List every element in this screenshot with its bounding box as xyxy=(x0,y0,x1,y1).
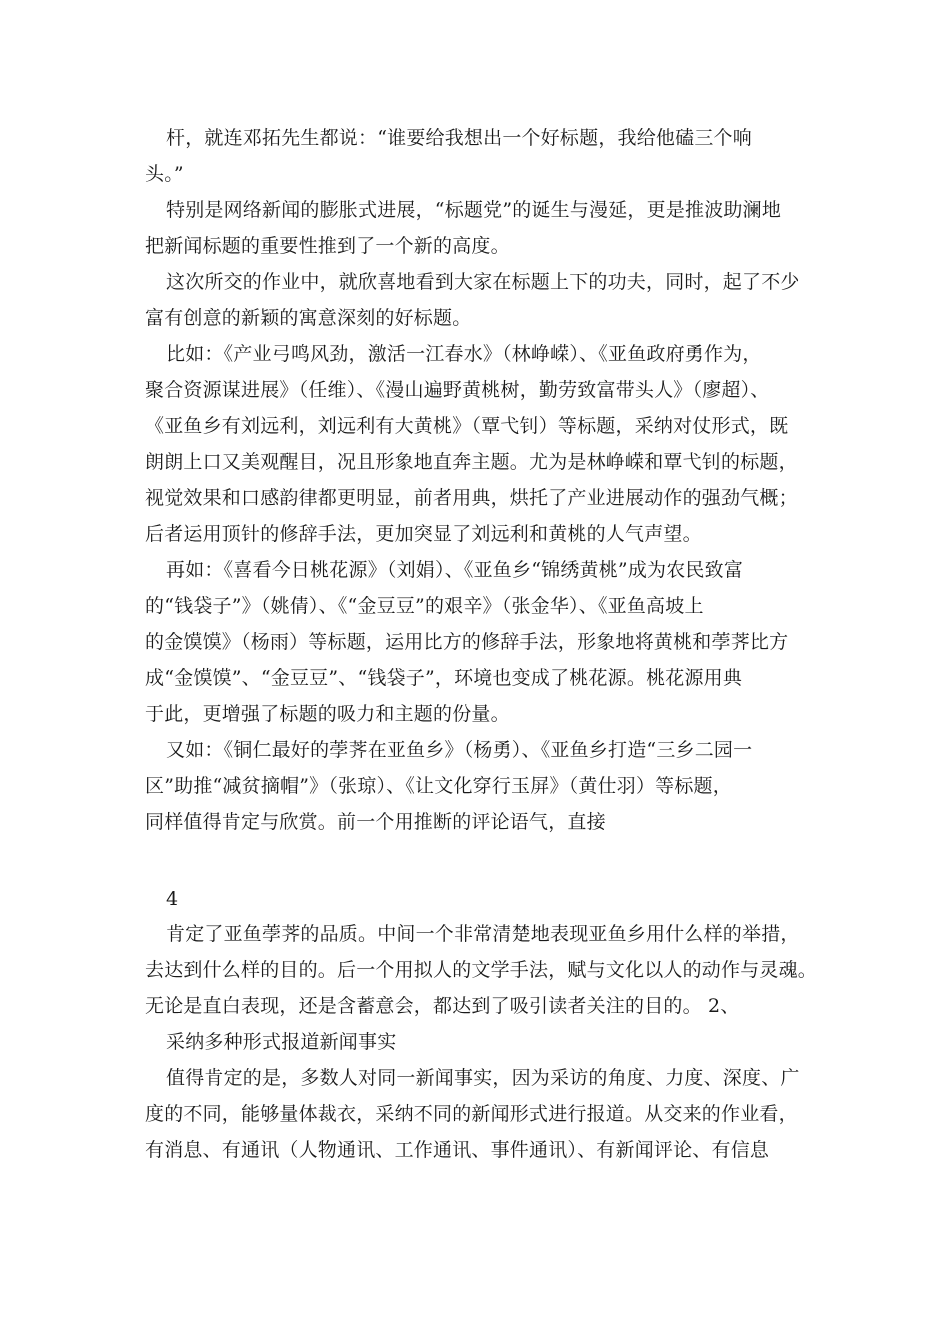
text-line: 比如：《产业弓鸣风劲，激活一江春水》（林峥嵘）、《亚鱼政府勇作为， xyxy=(166,343,762,365)
text-line: 把新闻标题的重要性推到了一个新的高度。 xyxy=(145,235,510,257)
text-line: 的金馍馍》（杨雨）等标题，运用比方的修辞手法，形象地将黄桃和荸荠比方 xyxy=(145,631,789,653)
section-heading: 采纳多种形式报道新闻事实 xyxy=(166,1031,397,1053)
text-line: 无论是直白表现，还是含蓄意会，都达到了吸引读者关注的目的。 2、 xyxy=(145,995,740,1017)
text-line: 同样值得肯定与欣赏。前一个用推断的评论语气，直接 xyxy=(145,811,606,833)
text-line: 区”助推“减贫摘帽”》（张琼）、《让文化穿行玉屏》（黄仕羽）等标题， xyxy=(145,775,732,797)
text-line: 头。” xyxy=(145,163,184,185)
text-line: 富有创意的新颖的寓意深刻的好标题。 xyxy=(145,307,472,329)
text-line: 特别是网络新闻的膨胀式进展，“标题党”的诞生与漫延，更是推波助澜地 xyxy=(166,199,782,221)
text-line: 又如：《铜仁最好的荸荠在亚鱼乡》（杨勇）、《亚鱼乡打造“三乡二园一 xyxy=(166,739,753,761)
text-line: 去达到什么样的目的。后一个用拟人的文学手法，赋与文化以人的动作与灵魂。 xyxy=(145,959,818,981)
page-number: 4 xyxy=(166,888,179,910)
text-line: 于此，更增强了标题的吸力和主题的份量。 xyxy=(145,703,510,725)
text-line: 再如：《喜看今日桃花源》（刘娟）、《亚鱼乡“锦绣黄桃”成为农民致富 xyxy=(166,559,744,581)
text-line: 度的不同，能够量体裁衣，采纳不同的新闻形式进行报道。从交来的作业看， xyxy=(145,1103,798,1125)
text-line: 聚合资源谋进展》（任维）、《漫山遍野黄桃树，勤劳致富带头人》（廖超）、 xyxy=(145,379,770,401)
text-line: 的“钱袋子”》（姚倩）、《“金豆豆”的艰辛》（张金华）、《亚鱼高坡上 xyxy=(145,595,704,617)
text-line: 视觉效果和口感韵律都更明显，前者用典，烘托了产业进展动作的强劲气概； xyxy=(145,487,798,509)
text-line: 后者运用顶针的修辞手法，更加突显了刘远利和黄桃的人气声望。 xyxy=(145,523,702,545)
text-line: 《亚鱼乡有刘远利，刘远利有大黄桃》（覃弋钊）等标题，采纳对仗形式，既 xyxy=(145,415,789,437)
text-line: 值得肯定的是，多数人对同一新闻事实，因为采访的角度、力度、深度、广 xyxy=(166,1067,800,1089)
text-line: 有消息、有通讯（人物通讯、工作通讯、事件通讯）、有新闻评论、有信息 xyxy=(145,1139,770,1161)
text-line: 成“金馍馍”、“金豆豆”、“钱袋子”，环境也变成了桃花源。桃花源用典 xyxy=(145,667,743,689)
text-line: 这次所交的作业中，就欣喜地看到大家在标题上下的功夫，同时，起了不少 xyxy=(166,271,800,293)
text-line: 朗朗上口又美观醒目，况且形象地直奔主题。尤为是林峥嵘和覃弋钊的标题， xyxy=(145,451,798,473)
text-line: 杆，就连邓拓先生都说：“谁要给我想出一个好标题，我给他磕三个响 xyxy=(166,127,752,149)
text-line: 肯定了亚鱼荸荠的品质。中间一个非常清楚地表现亚鱼乡用什么样的举措， xyxy=(166,923,800,945)
